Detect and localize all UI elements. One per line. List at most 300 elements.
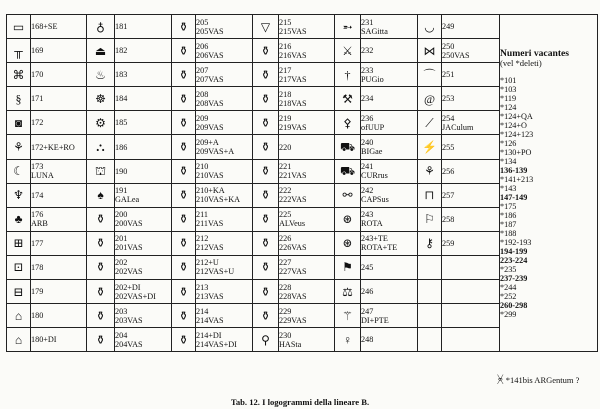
logogram-number: 229 — [279, 306, 292, 316]
glyph-cell — [335, 39, 361, 63]
table-row — [7, 15, 598, 39]
glyph-cell — [335, 15, 361, 39]
glyph-cell — [253, 111, 279, 135]
logogram-number: 210 — [196, 162, 209, 172]
logogram-reading: 205VAS — [196, 26, 224, 36]
wheel-glyph-icon: ⊛ — [342, 236, 353, 251]
logogram-label-cell — [31, 87, 87, 111]
logogram-number: 216 — [279, 41, 292, 51]
glyph-cell — [418, 231, 442, 255]
logogram-reading: ofUUP — [361, 122, 385, 132]
dagger-glyph-icon: † — [344, 67, 351, 82]
logogram-reading: 207VAS — [196, 74, 224, 84]
glyph-cell — [418, 15, 442, 39]
logogram-label-cell — [31, 63, 87, 87]
logogram-label-cell — [279, 39, 335, 63]
vacant-number: *101 — [500, 75, 517, 85]
logogram-number: 232 — [361, 46, 374, 56]
glyph-cell — [7, 15, 31, 39]
logogram-label-cell — [442, 63, 500, 87]
logogram-label-cell — [361, 183, 418, 207]
logogram-number: 173 — [31, 162, 44, 172]
logogram-reading: 214VAS — [196, 315, 224, 325]
logogram-number: 169 — [31, 46, 44, 56]
logogram-label-cell — [115, 159, 172, 183]
glyph-cell — [418, 159, 442, 183]
logogram-reading: SAGitta — [361, 26, 388, 36]
pictogram-glyph-icon: ⚐ — [424, 212, 435, 227]
logogram-label-cell — [279, 304, 335, 328]
logogram-number: 179 — [31, 287, 44, 297]
pictogram-glyph-icon: ⚚ — [342, 308, 353, 323]
logogram-number: 225 — [279, 210, 292, 220]
logogram-reading: LUNA — [31, 171, 54, 181]
logogram-number: 208 — [196, 89, 209, 99]
vase-glyph-icon: ⚱ — [260, 67, 271, 82]
logogram-label-cell — [442, 111, 500, 135]
glyph-cell — [87, 231, 115, 255]
pictogram-glyph-icon: ⛫ — [94, 164, 107, 179]
logogram-label-cell — [196, 304, 253, 328]
logogram-table — [6, 14, 598, 352]
logogram-label-cell — [31, 207, 87, 231]
logogram-number: 170 — [31, 70, 44, 80]
logogram-label-cell — [279, 15, 335, 39]
logogram-label-cell — [115, 15, 172, 39]
logogram-number: 212 — [196, 234, 209, 244]
logogram-number: 247 — [361, 306, 374, 316]
vacant-number: *299 — [500, 309, 517, 319]
vacant-number: 136-139 — [500, 165, 528, 175]
logogram-reading: ROTA — [361, 219, 383, 229]
vase-glyph-icon: ⚱ — [260, 115, 271, 130]
logogram-reading: 228VAS — [279, 291, 307, 301]
logogram-reading: 214VAS+DI — [196, 339, 237, 349]
logogram-number: 253 — [442, 94, 455, 104]
logogram-reading: 209VAS — [196, 122, 224, 132]
logogram-label-cell — [442, 87, 500, 111]
bowl-glyph-icon: ◡ — [424, 19, 435, 34]
pictogram-glyph-icon: ⚘ — [13, 140, 24, 155]
logogram-number: 251 — [442, 70, 455, 80]
vacant-number: *175 — [500, 201, 517, 211]
vase-glyph-icon: ⚱ — [178, 212, 189, 227]
vase-glyph-icon: ⚱ — [178, 91, 189, 106]
logogram-label-cell — [196, 183, 253, 207]
logogram-reading: DI+PTE — [361, 315, 389, 325]
glyph-cell — [7, 159, 31, 183]
logogram-number: 168+SE — [31, 22, 58, 32]
logogram-label-cell — [361, 255, 418, 279]
logogram-label-cell — [442, 159, 500, 183]
glyph-cell — [253, 39, 279, 63]
glyph-cell — [172, 183, 196, 207]
vacant-number: *186 — [500, 210, 517, 220]
glyph-cell — [172, 159, 196, 183]
wheel-glyph-icon: ⊛ — [342, 212, 353, 227]
logogram-label-cell — [361, 39, 418, 63]
logogram-label-cell — [196, 15, 253, 39]
glyph-cell — [418, 280, 442, 304]
logogram-number: 213 — [196, 282, 209, 292]
glyph-cell — [335, 207, 361, 231]
logogram-reading: ALVeus — [279, 219, 306, 229]
glyph-cell — [87, 183, 115, 207]
pictogram-glyph-icon: ⚒ — [342, 91, 353, 106]
logogram-number: 174 — [31, 190, 44, 200]
logogram-label-cell — [31, 255, 87, 279]
logogram-number: 256 — [442, 166, 455, 176]
glyph-cell — [335, 159, 361, 183]
logogram-label-cell — [279, 63, 335, 87]
vase-glyph-icon: ⚱ — [178, 43, 189, 58]
logogram-number: 231 — [361, 17, 374, 27]
glyph-cell — [87, 159, 115, 183]
pictogram-glyph-icon: ⚴ — [343, 115, 352, 130]
logogram-number: 243 — [361, 210, 374, 220]
logogram-reading: 212VAS+U — [196, 267, 235, 277]
logogram-reading: 202VAS — [115, 267, 143, 277]
glyph-cell — [335, 63, 361, 87]
glyph-cell — [253, 231, 279, 255]
logogram-label-cell — [442, 183, 500, 207]
logogram-number: 241 — [361, 162, 374, 172]
logogram-label-cell — [442, 135, 500, 159]
logogram-label-cell — [279, 183, 335, 207]
glyph-cell — [253, 207, 279, 231]
logogram-label-cell — [196, 231, 253, 255]
logogram-number: 220 — [279, 142, 292, 152]
logogram-label-cell — [442, 15, 500, 39]
logogram-label-cell — [115, 304, 172, 328]
glyph-cell — [7, 231, 31, 255]
frame-glyph-icon: ⊞ — [13, 236, 24, 251]
glyph-cell — [87, 135, 115, 159]
glyph-cell — [172, 87, 196, 111]
logogram-reading: GALea — [115, 195, 140, 205]
vase-glyph-icon: ⚱ — [260, 308, 271, 323]
logogram-label-cell — [115, 111, 172, 135]
logogram-number: 180 — [31, 311, 44, 321]
logogram-label-cell — [279, 87, 335, 111]
glyph-cell — [87, 87, 115, 111]
logogram-label-cell — [361, 231, 418, 255]
logogram-number: 207 — [196, 65, 209, 75]
vase-glyph-icon: ⚱ — [95, 212, 106, 227]
logogram-label-cell — [115, 231, 172, 255]
logogram-label-cell — [196, 111, 253, 135]
javelin-glyph-icon: ⟋ — [425, 115, 434, 130]
vase-glyph-icon: ⚱ — [260, 284, 271, 299]
glyph-cell — [7, 63, 31, 87]
logogram-label-cell — [361, 207, 418, 231]
logogram-number: 218 — [279, 89, 292, 99]
glyph-cell — [87, 255, 115, 279]
vacant-number: *119 — [500, 93, 517, 103]
logogram-number: 249 — [442, 22, 455, 32]
pot-glyph-icon: ♨ — [95, 67, 106, 82]
disc-glyph-icon: ◙ — [14, 115, 23, 130]
logogram-number: 222 — [279, 186, 292, 196]
logogram-label-cell — [31, 183, 87, 207]
logogram-reading: 221VAS — [279, 171, 307, 181]
vacant-number: 223-224 — [500, 255, 528, 265]
logogram-number: 202+DI — [115, 282, 141, 292]
logogram-number: 172+KE+RO — [31, 142, 75, 152]
logogram-number: 200 — [115, 210, 128, 220]
logogram-number: 184 — [115, 94, 128, 104]
glyph-cell — [172, 15, 196, 39]
glyph-cell — [172, 304, 196, 328]
logogram-label-cell — [31, 231, 87, 255]
logogram-table-body — [7, 15, 598, 352]
logogram-label-cell — [196, 87, 253, 111]
logogram-label-cell — [361, 280, 418, 304]
pictogram-glyph-icon: ☸ — [95, 91, 106, 106]
glyph-cell — [335, 183, 361, 207]
logogram-label-cell — [196, 328, 253, 352]
vase-glyph-icon: ⚱ — [260, 164, 271, 179]
glyph-cell — [418, 255, 442, 279]
vase-glyph-icon: ⚱ — [178, 67, 189, 82]
logogram-number: 186 — [115, 142, 128, 152]
logogram-label-cell — [196, 280, 253, 304]
logogram-reading: 210VAS — [196, 171, 224, 181]
logogram-label-cell — [279, 280, 335, 304]
logogram-number: 205 — [196, 17, 209, 27]
glyph-cell — [418, 39, 442, 63]
pictogram-glyph-icon: ⚡ — [422, 140, 437, 155]
glyph-cell — [335, 87, 361, 111]
logogram-reading: 206VAS — [196, 50, 224, 60]
logogram-label-cell — [196, 63, 253, 87]
logogram-reading: 209VAS+A — [196, 147, 235, 157]
logogram-number: 214 — [196, 306, 209, 316]
logogram-number: 221 — [279, 162, 292, 172]
glyph-cell — [87, 328, 115, 352]
vacant-number: *141+213 — [500, 174, 534, 184]
logogram-label-cell — [115, 135, 172, 159]
logogram-number: 212+U — [196, 258, 219, 268]
logogram-label-cell — [115, 255, 172, 279]
pictogram-glyph-icon: ⌂ — [14, 332, 23, 347]
logogram-number: 176 — [31, 210, 44, 220]
basket-glyph-icon: ⏏ — [94, 43, 107, 58]
glyph-cell — [7, 183, 31, 207]
vase-glyph-icon: ⚱ — [95, 308, 106, 323]
pictogram-glyph-icon: ⚔ — [342, 43, 353, 58]
pictogram-glyph-icon: ⚖ — [342, 284, 353, 299]
logogram-label-cell — [31, 111, 87, 135]
vacant-number: *143 — [500, 183, 517, 193]
logogram-label-cell — [115, 39, 172, 63]
logogram-label-cell — [279, 111, 335, 135]
logogram-label-cell — [31, 39, 87, 63]
glyph-cell — [418, 328, 442, 352]
vase-glyph-icon: ⚱ — [95, 332, 106, 347]
logogram-reading: 213VAS — [196, 291, 224, 301]
glyph-cell — [7, 328, 31, 352]
glyph-cell — [172, 63, 196, 87]
logogram-number: 190 — [115, 166, 128, 176]
vase-glyph-icon: ⚱ — [178, 236, 189, 251]
vacant-number: 260-298 — [500, 300, 528, 310]
glyph-cell — [87, 15, 115, 39]
glyph-cell — [335, 231, 361, 255]
logogram-label-cell — [361, 328, 418, 352]
vacantes-heading: Numeri vacantes — [500, 47, 570, 59]
logogram-number: 258 — [442, 214, 455, 224]
logogram-label-cell — [361, 304, 418, 328]
glyph-cell — [253, 304, 279, 328]
logogram-label-cell — [361, 63, 418, 87]
logogram-label-cell — [196, 207, 253, 231]
logogram-label-cell — [31, 135, 87, 159]
glyph-cell — [87, 207, 115, 231]
glyph-cell — [172, 280, 196, 304]
logogram-label-cell — [442, 304, 500, 328]
logogram-label-cell — [361, 111, 418, 135]
logogram-label-cell — [442, 231, 500, 255]
logogram-number: 236 — [361, 113, 374, 123]
logogram-label-cell — [279, 207, 335, 231]
glyph-cell — [7, 87, 31, 111]
logogram-reading: HASta — [279, 339, 302, 349]
logogram-reading: 222VAS — [279, 195, 307, 205]
logogram-reading: 210VAS+KA — [196, 195, 241, 205]
logogram-reading: CURrus — [361, 171, 388, 181]
cup-glyph-icon: ▽ — [260, 19, 271, 34]
logogram-number: 226 — [279, 234, 292, 244]
pictogram-glyph-icon: ⛬ — [96, 140, 105, 155]
vase-glyph-icon: ⚱ — [178, 164, 189, 179]
glyph-cell — [418, 111, 442, 135]
logogram-label-cell — [115, 207, 172, 231]
vase-glyph-icon: ⚱ — [178, 115, 189, 130]
vacant-number: *188 — [500, 228, 517, 238]
glyph-cell — [253, 183, 279, 207]
loom-glyph-icon: ╥ — [14, 43, 23, 58]
vacant-number: *187 — [500, 219, 517, 229]
glyph-cell — [418, 304, 442, 328]
logogram-reading: 227VAS — [279, 267, 307, 277]
logogram-number: 259 — [442, 238, 455, 248]
vacant-number: *134 — [500, 156, 517, 166]
arrow-glyph-icon: ➵ — [342, 19, 353, 34]
ideogram-141bis-icon: ᚸ — [497, 374, 504, 386]
logogram-reading: 215VAS — [279, 26, 307, 36]
logogram-reading: JACulum — [442, 122, 474, 132]
glyph-cell — [253, 159, 279, 183]
vase-glyph-icon: ⚱ — [95, 260, 106, 275]
logogram-label-cell — [442, 280, 500, 304]
logogram-reading: BIGae — [361, 147, 383, 157]
logogram-number: 254 — [442, 113, 455, 123]
logogram-reading: CAPSus — [361, 195, 389, 205]
pictogram-glyph-icon: ♀ — [343, 332, 352, 347]
logogram-number: 243+TE — [361, 234, 388, 244]
logogram-number: 185 — [115, 118, 128, 128]
logogram-reading: ROTA+TE — [361, 243, 398, 253]
logogram-number: 233 — [361, 65, 374, 75]
logogram-number: 172 — [31, 118, 44, 128]
logogram-label-cell — [31, 304, 87, 328]
glyph-cell — [418, 87, 442, 111]
glyph-cell — [335, 304, 361, 328]
logogram-reading: 218VAS — [279, 98, 307, 108]
logogram-label-cell — [279, 231, 335, 255]
vase-glyph-icon: ⚱ — [260, 91, 271, 106]
glyph-cell — [418, 207, 442, 231]
logogram-reading: PUGio — [361, 74, 384, 84]
glyph-cell — [253, 328, 279, 352]
logogram-label-cell — [31, 15, 87, 39]
glyph-cell — [87, 280, 115, 304]
logogram-number: 171 — [31, 94, 44, 104]
glyph-cell — [7, 111, 31, 135]
logogram-number: 234 — [361, 94, 374, 104]
vase-glyph-icon: ⚱ — [260, 43, 271, 58]
logogram-label-cell — [279, 328, 335, 352]
logogram-reading: 216VAS — [279, 50, 307, 60]
glyph-cell — [418, 63, 442, 87]
logogram-reading: 217VAS — [279, 74, 307, 84]
pictogram-glyph-icon: ⋈ — [423, 43, 436, 58]
vacant-number: *130+PO — [500, 147, 532, 157]
glyph-cell — [172, 39, 196, 63]
logogram-number: 203 — [115, 306, 128, 316]
logogram-label-cell — [196, 39, 253, 63]
logogram-label-cell — [115, 328, 172, 352]
vacant-number: *124+O — [500, 120, 527, 130]
logogram-label-cell — [196, 135, 253, 159]
logogram-number: 255 — [442, 142, 455, 152]
glyph-cell — [335, 328, 361, 352]
glyph-cell — [172, 255, 196, 279]
logogram-reading: 229VAS — [279, 315, 307, 325]
logogram-label-cell — [31, 328, 87, 352]
glyph-cell — [253, 280, 279, 304]
pictogram-glyph-icon: ⚘ — [424, 164, 435, 179]
glyph-cell — [7, 39, 31, 63]
glyph-cell — [172, 135, 196, 159]
logogram-number: 219 — [279, 113, 292, 123]
logogram-reading: 212VAS — [196, 243, 224, 253]
glyph-cell — [253, 63, 279, 87]
logogram-number: 230 — [279, 330, 292, 340]
vase-glyph-icon: ⚱ — [260, 260, 271, 275]
pictogram-glyph-icon: ⌂ — [14, 308, 23, 323]
logogram-number: 206 — [196, 41, 209, 51]
glyph-cell — [7, 280, 31, 304]
glyph-cell — [7, 255, 31, 279]
unknown-glyph-icon: ⌘ — [12, 67, 25, 82]
logogram-label-cell — [115, 87, 172, 111]
logogram-number: 210+KA — [196, 186, 225, 196]
glyph-cell — [172, 231, 196, 255]
ladle-glyph-icon: ⚲ — [261, 332, 270, 347]
logogram-reading: 200VAS — [115, 219, 143, 229]
logogram-number: 191 — [115, 186, 128, 196]
logogram-reading: 201VAS — [115, 243, 143, 253]
logogram-number: 183 — [115, 70, 128, 80]
vacant-number: *124+123 — [500, 129, 534, 139]
logogram-label-cell — [115, 280, 172, 304]
vacant-number: *124 — [500, 102, 517, 112]
pipe-glyph-icon: ⚯ — [342, 188, 353, 203]
vacant-number: *124+QA — [500, 111, 533, 121]
logogram-reading: 250VAS — [442, 50, 470, 60]
